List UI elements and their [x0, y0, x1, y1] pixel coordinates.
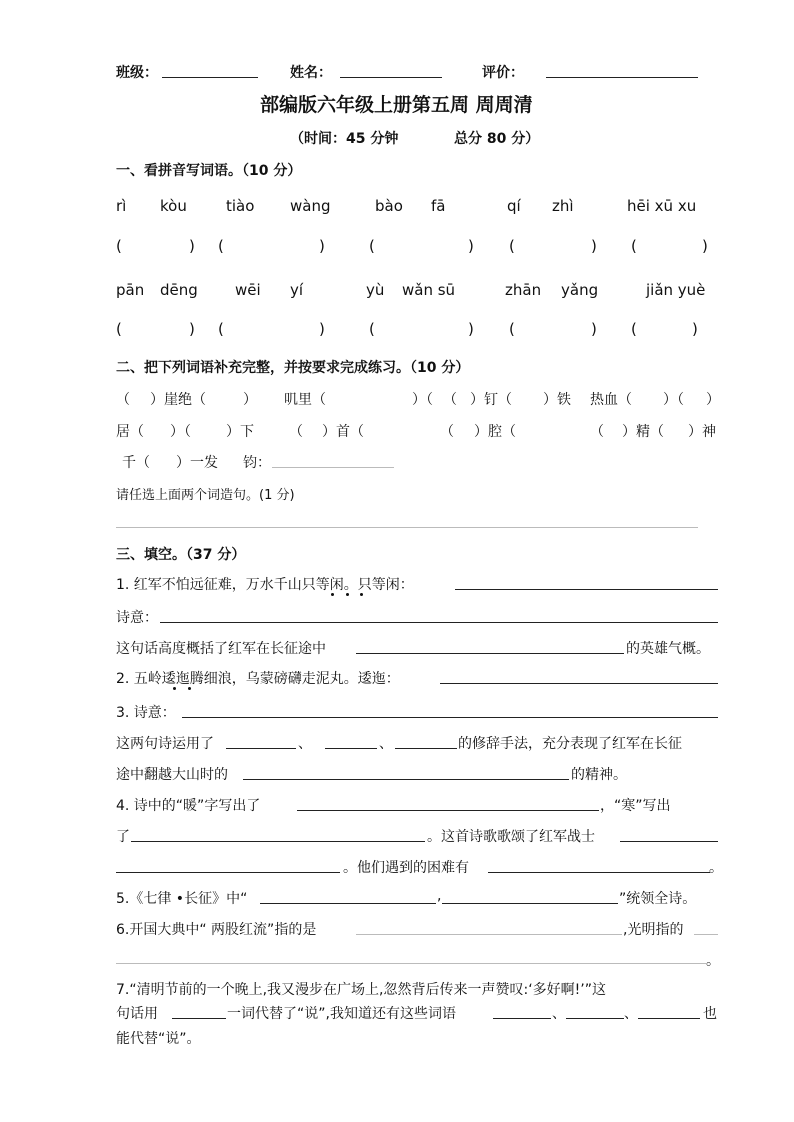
idiom-fragment: （	[440, 424, 454, 440]
answer-paren-open: (	[631, 320, 637, 338]
score-info: 总分 80 分）	[454, 131, 540, 147]
idiom-fragment: ）	[706, 392, 720, 408]
answer-paren-close: )	[591, 237, 597, 255]
q3-text: 的精神。	[571, 767, 627, 783]
q4-text: 。这首诗歌歌颂了红军战士	[427, 829, 595, 845]
q3-text: 途中翻越大山时的	[116, 767, 228, 783]
answer-line[interactable]	[395, 748, 457, 749]
idiom-fragment: ）首（	[322, 424, 364, 440]
separator: 、	[552, 1006, 566, 1022]
emphasis-dot	[346, 593, 349, 596]
pinyin: zhì	[552, 197, 574, 215]
answer-line[interactable]	[226, 748, 296, 749]
instruction-text: 请任选上面两个词造句。(1 分)	[116, 488, 295, 503]
pinyin: dēng	[160, 281, 198, 299]
sentence-answer-line[interactable]	[116, 527, 698, 528]
idiom-fragment: （	[443, 392, 457, 408]
summary-text: 的英雄气概。	[626, 641, 710, 657]
answer-line[interactable]	[440, 683, 718, 684]
idiom-fragment: ）	[243, 392, 257, 408]
idiom-fragment: ）神	[688, 424, 716, 440]
answer-line[interactable]	[620, 841, 718, 842]
pinyin: yù	[366, 281, 385, 299]
pinyin: yǎng	[561, 281, 599, 299]
emphasis-dot	[173, 687, 176, 690]
answer-line[interactable]	[272, 467, 394, 468]
answer-line[interactable]	[325, 748, 377, 749]
section-1-heading: 一、看拼音写词语。（10 分）	[116, 163, 302, 179]
idiom-fragment: ）（	[412, 392, 433, 408]
pinyin: fā	[431, 197, 446, 215]
pinyin: zhān	[505, 281, 542, 299]
q4-text: 。	[709, 860, 723, 876]
question-7: 7.“清明节前的一个晚上,我又漫步在广场上,忽然背后传来一声赞叹:‘多好啊!’”这	[116, 982, 606, 998]
answer-line[interactable]	[694, 934, 718, 935]
class-blank[interactable]	[162, 77, 258, 78]
answer-paren-close: )	[319, 237, 325, 255]
pinyin: wēi	[235, 281, 261, 299]
idiom-fragment: ）崖绝（	[150, 392, 206, 408]
pinyin: pān	[116, 281, 145, 299]
q7-text: 也	[703, 1006, 717, 1022]
pinyin: tiào	[226, 197, 255, 215]
answer-line[interactable]	[442, 903, 618, 904]
answer-paren-close: )	[468, 237, 474, 255]
answer-line[interactable]	[638, 1018, 700, 1019]
emphasis-dot	[188, 687, 191, 690]
question-3: 3. 诗意：	[116, 705, 176, 721]
q6-text: ,光明指的	[623, 922, 684, 938]
answer-paren-close: )	[319, 320, 325, 338]
idiom-fragment: ）（	[663, 392, 684, 408]
q4-text: ，“寒”写出	[600, 798, 671, 814]
question-1: 1. 红军不怕远征难，万水千山只等闲。只等闲：	[116, 577, 414, 593]
answer-paren-open: (	[218, 237, 224, 255]
answer-paren-open: (	[116, 237, 122, 255]
time-info: （时间：45 分钟	[290, 131, 399, 147]
idiom-fragment: 居（	[116, 424, 144, 440]
answer-line[interactable]	[356, 653, 624, 654]
idiom-fragment: ）精（	[622, 424, 664, 440]
q4-text: 了	[116, 829, 130, 845]
pinyin: bào	[375, 197, 403, 215]
idiom-fragment: ）腔（	[474, 424, 516, 440]
question-2: 2. 五岭逶迤腾细浪，乌蒙磅礴走泥丸。逶迤：	[116, 671, 400, 687]
idiom-fragment: （	[289, 424, 303, 440]
answer-line[interactable]	[455, 589, 718, 590]
evaluation-label: 评价：	[482, 65, 524, 81]
answer-paren-close: )	[189, 320, 195, 338]
q4-text: 。他们遇到的困难有	[343, 860, 469, 876]
answer-line[interactable]	[182, 717, 718, 718]
answer-line[interactable]	[297, 810, 599, 811]
answer-paren-open: (	[369, 320, 375, 338]
idiom-fragment: ）（	[170, 424, 191, 440]
answer-paren-close: )	[591, 320, 597, 338]
answer-line[interactable]	[131, 841, 425, 842]
meaning-label: 诗意：	[116, 610, 158, 626]
pinyin: qí	[507, 197, 521, 215]
answer-paren-open: (	[218, 320, 224, 338]
answer-paren-open: (	[631, 237, 637, 255]
class-label: 班级：	[116, 65, 158, 81]
q5-text: ”统领全诗。	[619, 891, 697, 907]
pinyin: rì	[116, 197, 127, 215]
answer-paren-close: )	[189, 237, 195, 255]
answer-line[interactable]	[160, 622, 718, 623]
answer-line[interactable]	[172, 1018, 226, 1019]
summary-text: 这句话高度概括了红军在长征途中	[116, 641, 326, 657]
answer-paren-open: (	[509, 320, 515, 338]
answer-line[interactable]	[493, 1018, 551, 1019]
pinyin: kòu	[160, 197, 187, 215]
idiom-fragment: ）一发	[176, 455, 218, 471]
answer-line[interactable]	[566, 1018, 624, 1019]
emphasis-dot	[331, 593, 334, 596]
question-5: 5.《七律 •长征》中“	[116, 891, 248, 907]
question-4: 4. 诗中的“暖”字写出了	[116, 798, 261, 814]
name-blank[interactable]	[340, 77, 442, 78]
answer-paren-close: )	[468, 320, 474, 338]
answer-line[interactable]	[260, 903, 436, 904]
section-2-heading: 二、把下列词语补充完整，并按要求完成练习。（10 分）	[116, 360, 470, 376]
pinyin: wàng	[290, 197, 331, 215]
answer-line[interactable]	[116, 872, 340, 873]
idiom-explain-label: 钧：	[243, 455, 271, 471]
q7-text: 句话用	[116, 1006, 158, 1022]
answer-paren-open: (	[509, 237, 515, 255]
answer-paren-close: )	[702, 237, 708, 255]
idiom-fragment: ）下	[226, 424, 254, 440]
answer-line[interactable]	[243, 779, 569, 780]
section-3-heading: 三、填空。（37 分）	[116, 547, 246, 563]
idiom-fragment: 千（	[122, 455, 150, 471]
idiom-fragment: （	[116, 392, 130, 408]
answer-paren-close: )	[692, 320, 698, 338]
idiom-fragment: 叽里（	[284, 392, 326, 408]
pinyin: yí	[290, 281, 304, 299]
page-title: 部编版六年级上册第五周 周周清	[260, 94, 533, 116]
separator: 、	[624, 1006, 638, 1022]
separator: 、	[298, 736, 312, 752]
q3-text: 这两句诗运用了	[116, 736, 214, 752]
q6-text: 。	[706, 953, 720, 969]
name-label: 姓名：	[290, 65, 332, 81]
emphasis-dot	[360, 593, 363, 596]
answer-line[interactable]	[488, 872, 710, 873]
pinyin: wǎn sū	[402, 281, 456, 299]
q7-text: 能代替“说”。	[116, 1031, 201, 1047]
pinyin: jiǎn yuè	[646, 281, 706, 299]
question-6: 6.开国大典中“ 两股红流”指的是	[116, 922, 317, 938]
answer-line[interactable]	[356, 934, 622, 935]
answer-paren-open: (	[369, 237, 375, 255]
separator: ,	[437, 888, 442, 904]
q7-text: 一词代替了“说”,我知道还有这些词语	[227, 1006, 456, 1022]
pinyin: hēi xū xu	[627, 197, 697, 215]
idiom-fragment: 热血（	[590, 392, 632, 408]
answer-paren-open: (	[116, 320, 122, 338]
idiom-fragment: ）铁	[543, 392, 571, 408]
answer-line[interactable]	[116, 963, 706, 964]
idiom-fragment: ）钉（	[470, 392, 512, 408]
q3-text: 的修辞手法，充分表现了红军在长征	[458, 736, 682, 752]
evaluation-blank[interactable]	[546, 77, 698, 78]
separator: 、	[379, 736, 393, 752]
idiom-fragment: （	[590, 424, 604, 440]
